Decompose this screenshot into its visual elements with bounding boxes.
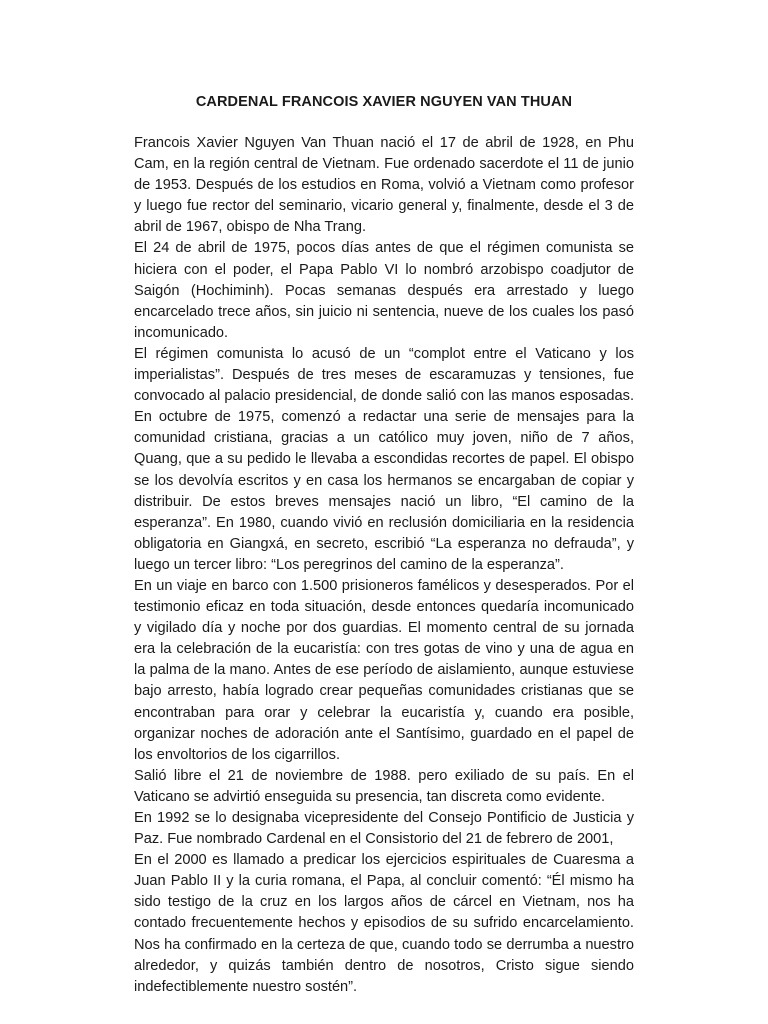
- paragraph-isolation-eucharist: En un viaje en barco con 1.500 prisioneros famélicos y desesperados. Por el testimonio eficaz en toda situación, desde entonces quedaría incomunicado y vigilado día y noche por dos guardias. El momento central de su jornada era la celebración de la eucaristía: con tres gotas de vino y una de agua en la palma de la mano. Antes de ese período de aislamiento, aunque estuviese bajo arresto, había logrado crear pequeñas comunidades cristianas que se encontraban para orar y celebrar la eucaristía y, cuando era posible, organizar noches de adoración ante el Santísimo, guardado en el papel de los envoltorios de los cigarrillos.: [134, 577, 634, 763]
- paragraph-lenten-exercises: En el 2000 es llamado a predicar los ejercicios espirituales de Cuaresma a Juan Pablo II y la curia romana, el Papa, al concluir comentó: “Él mismo ha sido testigo de la cruz en los largos años de cárcel en Vietnam, nos ha contado frecuentemente hechos y episodios de su sufrido encarcelamiento. Nos ha confirmado en la certeza de que, cuando todo se derrumba a nuestro alrededor, y quizás también dentro de nosotros, Cristo sigue siendo indefectiblemente nuestro sostén”.: [134, 852, 634, 995]
- document-body: [134, 133, 634, 998]
- paragraph-imprisonment-writings: El régimen comunista lo acusó de un “complot entre el Vaticano y los imperialistas”. Después de tres meses de escaramuzas y tensiones, fue convocado al palacio presidencial, de donde salió con las manos esposadas. En octubre de 1975, comenzó a redactar una serie de mensajes para la comunidad cristiana, gracias a un católico muy joven, niño de 7 años, Quang, que a su pedido le llevaba a escondidas recortes de papel. El obispo se los devolvía escritos y en casa los hermanos se encargaban de copiar y distribuir. De estos breves mensajes nació un libro, “El camino de la esperanza”. En 1980, cuando vivió en reclusión domiciliaria en la residencia obligatoria en Giangxá, en secreto, escribió “La esperanza no defrauda”, y luego un tercer libro: “Los peregrinos del camino de la esperanza”.: [134, 345, 634, 573]
- paragraph-arrest: El 24 de abril de 1975, pocos días antes de que el régimen comunista se hiciera con el poder, el Papa Pablo VI lo nombró arzobispo coadjutor de Saigón (Hochiminh). Pocas semanas después era arrestado y luego encarcelado trece años, sin juicio ni sentencia, nueve de los cuales los pasó incomunicado.: [134, 240, 634, 341]
- document-title: CARDENAL FRANCOIS XAVIER NGUYEN VAN THUAN: [195, 94, 573, 110]
- paragraph-vatican-roles: En 1992 se lo designaba vicepresidente del Consejo Pontificio de Justicia y Paz. Fue nombrado Cardenal en el Consistorio del 21 de febrero de 2001,: [134, 810, 634, 848]
- paragraph-birth-and-early-career: Francois Xavier Nguyen Van Thuan nació el 17 de abril de 1928, en Phu Cam, en la región central de Vietnam. Fue ordenado sacerdote el 11 de junio de 1953. Después de los estudios en Roma, volvió a Vietnam como profesor y luego fue rector del seminario, vicario general y, finalmente, desde el 3 de abril de 1967, obispo de Nha Trang.: [134, 135, 634, 236]
- paragraph-release: Salió libre el 21 de noviembre de 1988. pero exiliado de su país. En el Vaticano se advirtió enseguida su presencia, tan discreta como evidente.: [134, 767, 634, 805]
